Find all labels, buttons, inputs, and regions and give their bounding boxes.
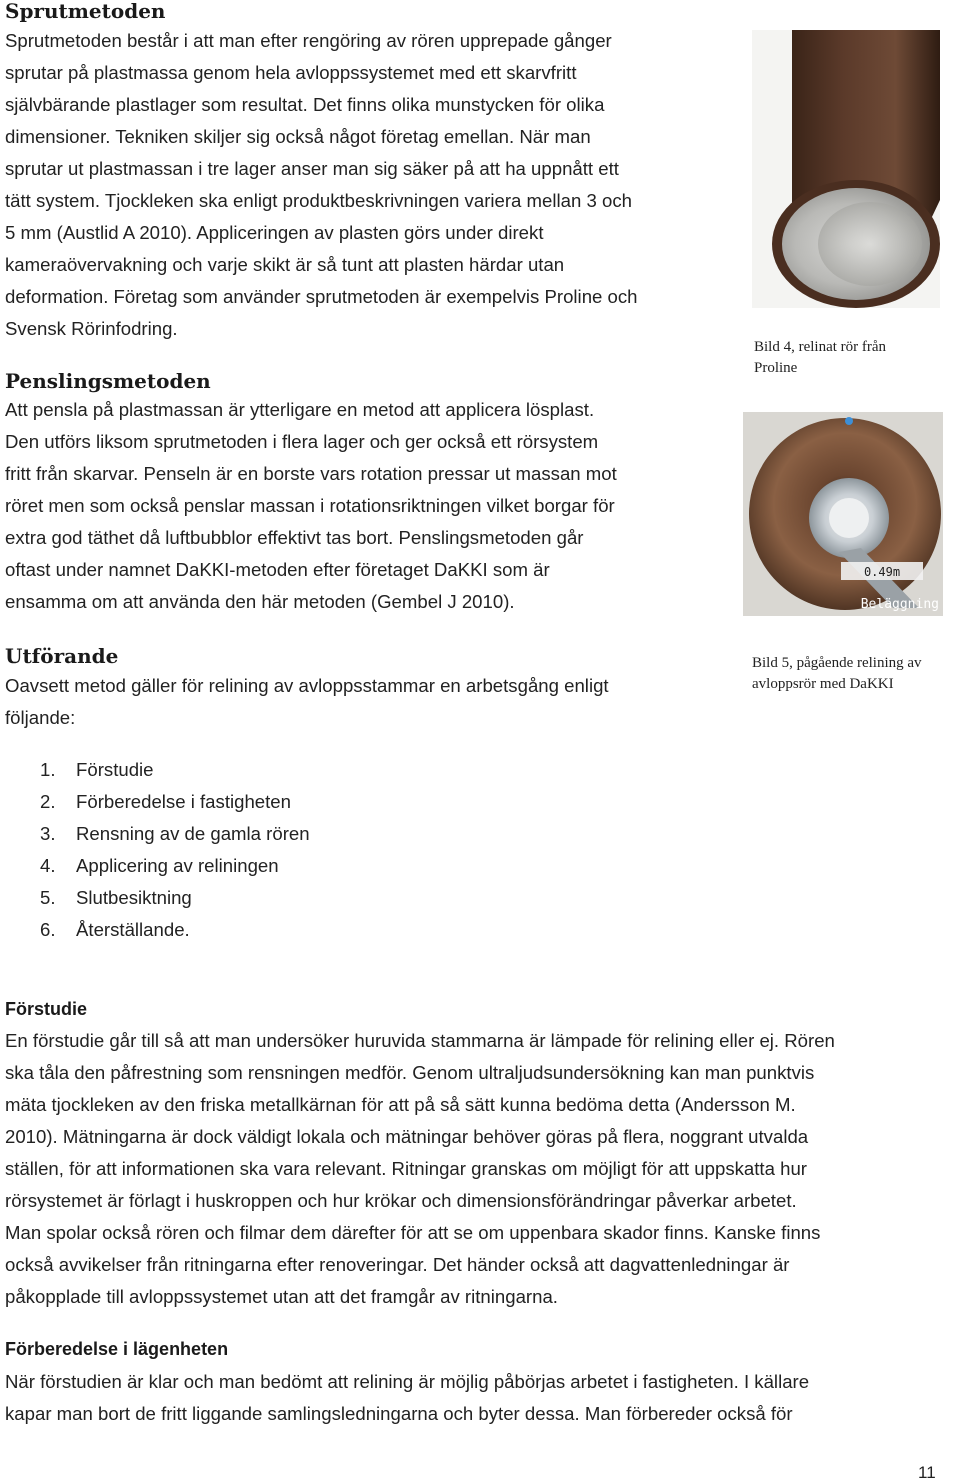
section-title-utforande: Utförande <box>5 644 119 668</box>
relined-pipe-image <box>752 30 940 308</box>
text-line: kameraövervakning och varje skikt är så tunt att plasten härdar utan <box>5 254 565 275</box>
text-line: oftast under namnet DaKKI-metoden efter företaget DaKKI som är <box>5 559 550 580</box>
text-line: röret men som också penslar massan i rotationsriktningen vilket borgar för <box>5 495 615 516</box>
text-line: kapar man bort de fritt liggande samlingsledningarna och byter dessa. Man förbereder också för <box>5 1403 793 1424</box>
text-line: följande: <box>5 707 76 728</box>
page-number: 11 <box>918 1463 936 1482</box>
text-line: självbärande plastlager som resultat. Det finns olika munstycken för olika <box>5 94 605 115</box>
text-line: Oavsett metod gäller för relining av avloppsstammar en arbetsgång enligt <box>5 675 609 696</box>
paragraph-forstudie <box>5 1025 835 1313</box>
figure-dakki-relining <box>743 412 943 616</box>
text-line: Svensk Rörinfodring. <box>5 318 178 339</box>
text-line: sprutar ut plastmassan i tre lager anser man sig säker på att ha uppnått ett <box>5 158 619 179</box>
section-title-penslingsmetoden: Penslingsmetoden <box>5 369 211 393</box>
paragraph-sprutmetoden <box>5 25 638 345</box>
list-item: 3. Rensning av de gamla rören <box>40 823 310 844</box>
text-line: När förstudien är klar och man bedömt att relining är möjlig påbörjas arbetet i fastigheten. I källare <box>5 1371 810 1392</box>
text-line: deformation. Företag som använder sprutmetoden är exempelvis Proline och <box>5 286 638 307</box>
text-line: dimensioner. Tekniken skiljer sig också något företag emellan. När man <box>5 126 591 147</box>
text-line: Att pensla på plastmassan är ytterligare en metod att applicera lösplast. <box>5 399 595 420</box>
list-item: 2. Förberedelse i fastigheten <box>40 791 291 812</box>
caption-line: Proline <box>754 360 798 376</box>
paragraph-penslingsmetoden <box>5 394 617 618</box>
text-line: ska tåla den påfrestning som rensningen medför. Genom ultraljudsundersökning kan man punktvis <box>5 1062 815 1083</box>
list-item: 6. Återställande. <box>40 919 190 940</box>
measure-overlay-text: 0.49m <box>863 565 901 579</box>
paragraph-utforande <box>5 670 609 734</box>
text-line: sprutar på plastmassa genom hela avloppssystemet med ett skarvfritt <box>5 62 577 83</box>
text-line: Sprutmetoden består i att man efter rengöring av rören upprepade gånger <box>5 30 612 51</box>
text-line: Den utförs liksom sprutmetoden i flera lager och ger också ett rörsystem <box>5 431 599 452</box>
figure-caption-bild4 <box>754 337 886 379</box>
text-line: tätt system. Tjockleken ska enligt produktbeskrivningen variera mellan 3 och <box>5 190 632 211</box>
section-title-forstudie: Förstudie <box>5 999 88 1019</box>
text-line: extra god täthet då luftbubblor effektivt tas bort. Penslingsmetoden går <box>5 527 584 548</box>
text-line: mäta tjockleken av den friska metallkärnan för att på så sätt kunna bedöma detta (Andersson M. <box>5 1094 796 1115</box>
text-line: ensamma om att använda den här metoden (Gembel J 2010). <box>5 591 515 612</box>
caption-line: Bild 5, pågående relining av <box>752 655 922 671</box>
list-item: 1. Förstudie <box>40 759 154 780</box>
section-title-sprutmetoden: Sprutmetoden <box>5 0 166 23</box>
dakki-pipe-camera-image <box>743 412 943 616</box>
paragraph-forberedelse <box>5 1366 809 1430</box>
text-line: 2010). Mätningarna är dock väldigt lokala och mätningar behöver göras på flera, noggrant utvalda <box>5 1126 809 1147</box>
text-line: påkopplade till avloppssystemet utan att det framgår av ritningarna. <box>5 1286 558 1307</box>
figure-relined-pipe <box>752 30 940 308</box>
text-line: 5 mm (Austlid A 2010). Appliceringen av plasten görs under direkt <box>5 222 544 243</box>
text-line: En förstudie går till så att man undersöker huruvida stammarna är lämpade för relining eller ej. Rören <box>5 1030 835 1051</box>
overlay-label-text: Beläggning <box>860 597 939 612</box>
list-item: 4. Applicering av reliningen <box>40 855 279 876</box>
caption-line: Bild 4, relinat rör från <box>754 339 887 355</box>
work-steps-list <box>40 754 310 946</box>
list-item: 5. Slutbesiktning <box>40 887 192 908</box>
text-line: rörsystemet är förlagt i huskroppen och hur krökar och dimensionsförändringar påverkar arbetet. <box>5 1190 797 1211</box>
caption-line: avloppsrör med DaKKI <box>752 676 894 692</box>
text-line: också avvikelser från ritningarna efter renoveringar. Det händer också att dagvattenledningar är <box>5 1254 790 1275</box>
section-title-forberedelse: Förberedelse i lägenheten <box>5 1339 229 1359</box>
text-line: Man spolar också rören och filmar dem därefter för att se om uppenbara skador finns. Kanske finns <box>5 1222 821 1243</box>
figure-caption-bild5 <box>752 653 922 695</box>
text-line: fritt från skarvar. Penseln är en borste vars rotation pressar ut massan mot <box>5 463 617 484</box>
text-line: ställen, för att informationen ska vara relevant. Ritningar granskas om möjligt för att uppskatta hur <box>5 1158 807 1179</box>
